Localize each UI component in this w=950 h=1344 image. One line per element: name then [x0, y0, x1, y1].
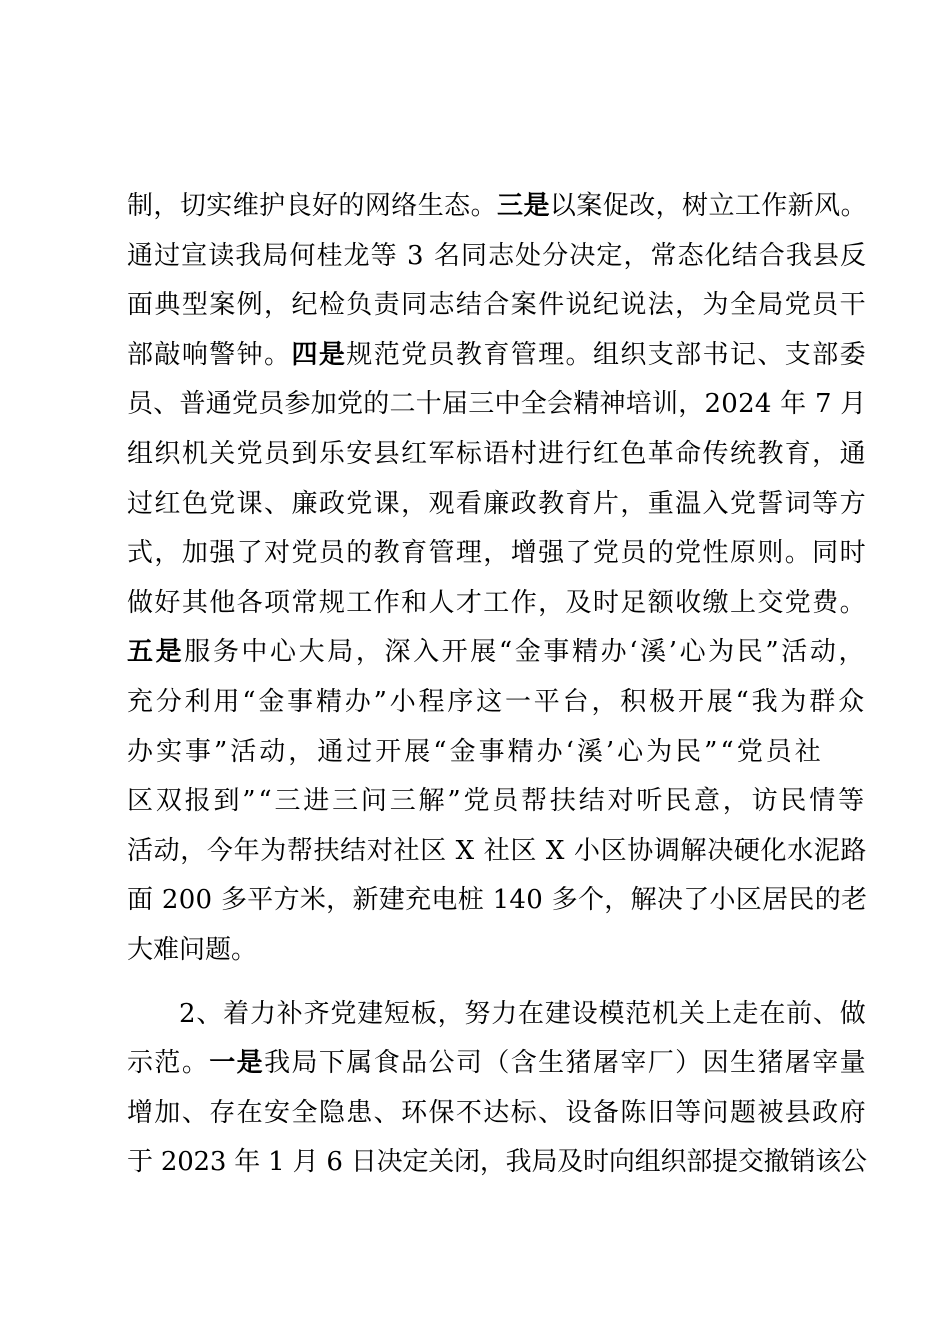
text-run: 增加、存在安全隐患、环保不达标、设备陈旧等问题被县政府 [127, 1097, 867, 1128]
text-line [127, 232, 867, 282]
text-line [127, 480, 867, 530]
text-run: 组织机关党员到乐安县红军标语村进行红色革命传统教育，通 [127, 438, 867, 469]
text-line [127, 380, 867, 430]
text-line [127, 628, 867, 678]
text-run: 员、普通党员参加党的二十届三中全会精神培训，2024 年 7 月 [127, 389, 867, 420]
text-run: 活动，今年为帮扶结对社区 X 社区 X 小区协调解决硬化水泥路 [127, 835, 868, 866]
text-line [127, 1138, 867, 1188]
text-line [127, 430, 867, 480]
text-run: 示范。 [127, 1048, 210, 1079]
body-text [127, 182, 867, 1188]
text-line [127, 579, 867, 629]
paragraph-first-line [127, 990, 867, 1040]
text-run: 式，加强了对党员的教育管理，增强了党员的党性原则。同时 [127, 538, 867, 569]
emphasis-marker: 一是 [209, 1048, 265, 1079]
text-run: 区双报到”“三进三问三解”党员帮扶结对听民意，访民情等 [127, 786, 867, 817]
text-line [127, 777, 867, 827]
text-run: 面 200 多平方米，新建充电桩 140 多个，解决了小区居民的老 [127, 885, 868, 916]
text-run: 面典型案例，纪检负责同志结合案件说纪说法，为全局党员干 [127, 290, 867, 321]
text-run: 制，切实维护良好的网络生态。 [127, 191, 498, 221]
text-line [127, 876, 867, 926]
text-run: 部敲响警钟。 [127, 339, 292, 370]
text-line [127, 529, 867, 579]
emphasis-marker: 四是 [291, 339, 347, 370]
text-line [127, 281, 867, 331]
text-line [127, 1089, 867, 1139]
text-run: 过红色党课、廉政党课，观看廉政教育片，重温入党誓词等方 [127, 488, 867, 519]
text-run: 于 2023 年 1 月 6 日决定关闭，我局及时向组织部提交撤销该公 [127, 1147, 867, 1178]
text-line [127, 331, 867, 381]
text-run: 大难问题。 [127, 934, 258, 965]
text-line [127, 182, 867, 232]
text-run: 通过宣读我局何桂龙等 3 名同志处分决定，常态化结合我县反 [127, 240, 868, 271]
emphasis-marker: 三是 [497, 191, 550, 221]
text-line [127, 827, 867, 877]
text-run: 2、着力补齐党建短板，努力在建设模范机关上走在前、做 [179, 998, 867, 1029]
text-line [127, 1039, 867, 1089]
text-run: 以案促改，树立工作新风。 [549, 191, 868, 221]
text-line [127, 926, 867, 976]
text-run: 我局下属食品公司（含生猪屠宰厂）因生猪屠宰量 [264, 1048, 868, 1079]
text-run: 做好其他各项常规工作和人才工作，及时足额收缴上交党费。 [127, 587, 867, 618]
text-run: 服务中心大局，深入开展“金事精办‘溪’心为民”活动， [184, 637, 868, 668]
text-run: 规范党员教育管理。组织支部书记、支部委 [346, 339, 868, 370]
text-run: 充分利用“金事精办”小程序这一平台，积极开展“我为群众 [127, 686, 867, 717]
text-run: 办实事”活动，通过开展“金事精办‘溪’心为民”“党员社 [127, 736, 824, 767]
emphasis-marker: 五是 [127, 637, 185, 668]
text-line [127, 728, 867, 778]
text-line [127, 678, 867, 728]
